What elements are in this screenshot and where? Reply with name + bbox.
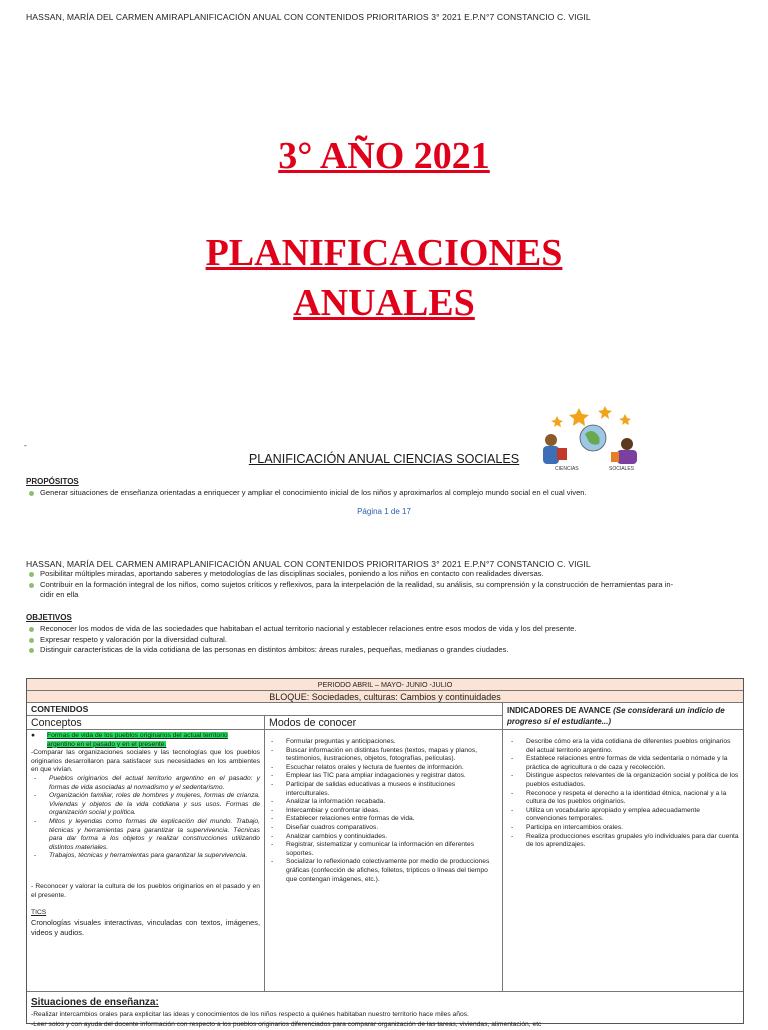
list-item: - Utiliza un vocabulario apropiado y emplea adecuadamente convenciones temporales. [511,806,700,823]
propositos-list-1 [24,488,744,499]
list-item: - Escuchar relatos orales y lectura de fuentes de información. [271,763,464,771]
situaciones-heading: Situaciones de enseñanza: [31,997,159,1008]
bullet-icon [29,638,34,643]
indicadores-note: (Se considerará un indicio de progreso si el estudiante...) [507,706,725,726]
conceptos-paragraph-2: - Reconocer y valorar la cultura de los pueblos originarios en el pasado y en el presente. [31,882,260,899]
list-item: - Participa en intercambios orales. [511,823,624,831]
conceptos-item: - Pueblos originarios del actual territorio argentino en el pasado: y formas de vida asociadas al nomadismo y el sedentarismo. [34,774,260,791]
list-item: - Establece relaciones entre formas de vida sedentaria o nómade y la práctica de agricultura o de caza y recolección. [511,755,728,771]
objetivos-heading: OBJETIVOS [26,613,72,622]
illustration-word-left: CIENCIAS [555,466,579,472]
bullet-icon [29,583,34,588]
document-subtitle: PLANIFICACIÓN ANUAL CIENCIAS SOCIALES [248,452,520,466]
bullet-icon: ● [31,732,36,739]
conceptos-paragraph-1: -Comparar las organizaciones sociales y las tecnologías que los pueblos originarios desarrollaron para satisfacer sus necesidades en los ambientes en que vivían. [31,749,260,774]
periodo-row: PERIODO ABRIL – MAYO- JUNIO -JULIO [27,679,743,691]
bullet-icon [29,648,34,653]
indicadores-list [503,730,743,850]
bullet-icon [29,491,34,496]
page-header-repeat: HASSAN, MARÍA DEL CARMEN AMIRAPLANIFICACIÓN ANUAL CON CONTENIDOS PRIORITARIOS 3° 2021 E.P.N°7 CONSTANCIO C. VIGIL [26,559,591,569]
list-item: - Distingue aspectos relevantes de la organización social y política de los pueblos estudiados. [511,772,739,788]
list-item: Distinguir características de la vida cotidiana de las personas en distintos ámbitos: áreas rurales, pequeñas, medianas o grandes ciudades. [24,645,744,656]
conceptos-item: - Trabajos, técnicas y herramientas para garantizar la supervivencia. [34,852,248,860]
page-header: HASSAN, MARÍA DEL CARMEN AMIRAPLANIFICACIÓN ANUAL CON CONTENIDOS PRIORITARIOS 3° 2021 E.P.N°7 CONSTANCIO C. VIGIL [26,12,591,22]
list-item: Reconocer los modos de vida de las sociedades que habitaban el actual territorio nacional y establecer relaciones entre esos modos de vida y los del presente. [24,624,744,635]
conceptos-item: - Mitos y leyendas como formas de explicación del mundo. Trabajo, técnicas y herramientas para garantizar la supervivencia. Técnicas para dar forma a los objetos y realizar construcciones utilizando distintos materiales. [34,817,260,851]
page-number: Página 1 de 17 [357,507,411,516]
list-item-continuation: cidir en ella [40,590,79,600]
planning-table [26,678,744,1028]
contenidos-header: CONTENIDOS [27,703,503,716]
title-planificaciones: PLANIFICACIONES [205,232,563,274]
propositos-list-2 [24,569,744,601]
title-year: 3° AÑO 2021 [278,135,490,177]
objetivos-list [24,624,744,656]
modos-header: Modos de conocer [265,716,503,730]
indicadores-header: INDICADORES DE AVANCE (Se considerará un indicio de progreso si el estudiante...) [503,703,743,730]
list-item: - Socializar lo reflexionado colectivamente por medio de producciones gráficas (confección de afiches, folletos, trípticos o líneas del tiempo que contengan imágenes, etc.). [271,858,490,883]
indicadores-cell [503,730,743,992]
list-item: Posibilitar múltiples miradas, aportando saberes y metodologías de las disciplinas sociales, poniendo a los niños en contacto con realidades diversas. [24,569,744,580]
list-item: - Intercambiar y confrontar ideas. [271,806,381,814]
bloque-row: BLOQUE: Sociedades, culturas: Cambios y continuidades [27,691,743,703]
bullet-icon [29,627,34,632]
situaciones-line: -Realizar intercambios orales para explicitar las ideas y conocimientos de los niños respecto a quiénes habitaban nuestro territorio hace miles años. [31,1011,469,1018]
situaciones-line: -Leer solos y con ayuda del docente información con respecto a los pueblos originarios diferenciados para comparar organización de las tareas, viviendas, alimentación, etc [31,1021,542,1028]
title-anuales: ANUALES [293,282,475,324]
list-item: - Establecer relaciones entre formas de vida. [271,815,415,823]
list-item: - Analizar la información recabada. [271,798,386,806]
list-item: - Analizar cambios y continuidades. [271,832,388,840]
list-item: Generar situaciones de enseñanza orientadas a enriquecer y ampliar el conocimiento inicial de los niños y aproximarlos al complejo mundo social en el cual viven. [24,488,744,499]
list-item: - Realiza producciones escritas grupales y/o individuales para dar cuenta de los aprendizajes. [511,832,739,849]
modos-list [265,730,502,884]
tics-label: TICS [31,909,47,917]
list-item: - Reconoce y respeta el derecho a la identidad étnica, nacional y a la cultura de los pueblos originarios. [511,789,727,806]
modos-cell [265,730,503,992]
highlight-item: ● Formas de vida de los pueblos originarios del actual territorio argentino en el pasado y en el presente. [31,732,228,748]
list-item: - Formular preguntas y anticipaciones. [271,738,396,745]
list-item: - Describe cómo era la vida cotidiana de diferentes pueblos originarios del actual territorio argentino. [511,738,731,754]
conceptos-item: - Organización familiar, roles de hombres y mujeres, formas de crianza. Viviendas y objetos de la vida cotidiana y sus usos. Formas de organización social y política. [34,792,260,817]
tics-text: Cronologías visuales interactivas, vinculadas con textos, imágenes, videos y audios. [31,917,260,937]
list-item: - Diseñar cuadros comparativos. [271,823,379,831]
illustration-word-right: SOCIALES [609,466,635,472]
propositos-heading: PROPÓSITOS [26,477,79,486]
list-item: - Emplear las TIC para ampliar indagaciones y registrar datos. [271,772,466,780]
situaciones-text [31,1010,739,1030]
list-item: Expresar respeto y valoración por la diversidad cultural. [24,635,744,646]
list-item: - Participar de salidas educativas a museos e instituciones interculturales. [271,780,456,797]
list-item: - Registrar, sistematizar y comunicar la información en diferentes soportes. [271,841,475,857]
list-item: Contribuir en la formación integral de los niños, como sujetos críticos y reflexivos, para la interpelación de la realidad, su análisis, su comprensión y la construcción de herramientas para in- [24,580,744,591]
list-item: - Buscar información en distintas fuentes (textos, mapas y planos, testimonios, ilustraciones, objetos, fotografías, películas). [271,746,478,763]
bullet-icon [29,572,34,577]
dash-mark: - [24,441,27,450]
conceptos-cell [27,730,265,992]
conceptos-header: Conceptos [27,716,265,730]
social-sciences-illustration [527,404,653,476]
